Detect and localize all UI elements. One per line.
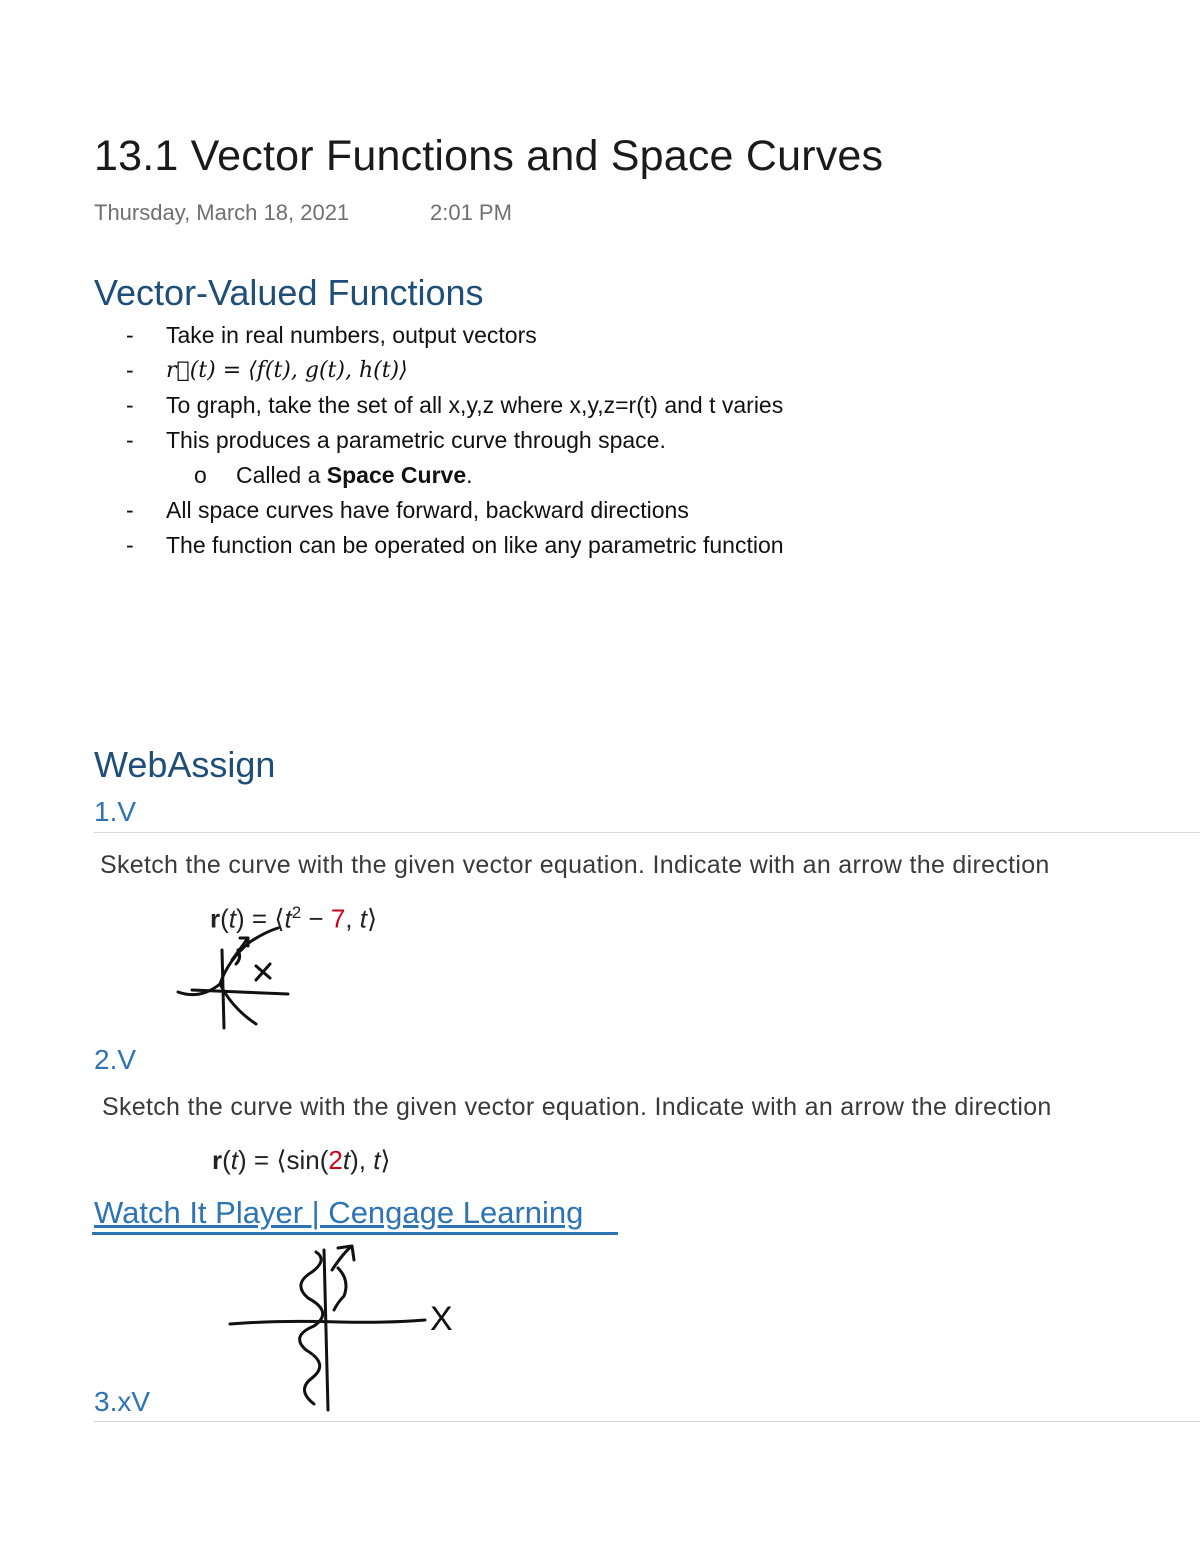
problem-equation-2: r(t) = ⟨sin(2t), t⟩ bbox=[212, 1145, 391, 1175]
problem-prompt-2: Sketch the curve with the given vector equation. Indicate with an arrow the direction bbox=[102, 1093, 1052, 1121]
dash-marker: - bbox=[126, 322, 134, 348]
bullet-text: All space curves have forward, backward directions bbox=[166, 497, 689, 523]
page-title: 13.1 Vector Functions and Space Curves bbox=[94, 132, 884, 180]
handwritten-sketch-sine-curve bbox=[220, 1240, 460, 1415]
sub-bullet-bold: Space Curve bbox=[326, 462, 467, 488]
section-heading-webassign: WebAssign bbox=[94, 744, 276, 785]
link-underline-bar bbox=[92, 1232, 618, 1235]
problem-prompt-1: Sketch the curve with the given vector equation. Indicate with an arrow the direction bbox=[100, 851, 1050, 879]
problem-label-2: 2.V bbox=[94, 1044, 137, 1075]
handwritten-sketch-parabola bbox=[170, 920, 310, 1040]
dash-marker: - bbox=[126, 532, 134, 558]
bullet-formula: r⃗(t) = ⟨f(t), g(t), h(t)⟩ bbox=[166, 358, 408, 383]
divider bbox=[94, 832, 1200, 833]
bullet-text: To graph, take the set of all x,y,z where x,y,z=r(t) and t varies bbox=[166, 392, 784, 418]
problem-label-3: 3.xV bbox=[94, 1386, 151, 1417]
page-time: 2:01 PM bbox=[430, 200, 512, 225]
bullet-text: This produces a parametric curve through space. bbox=[166, 427, 666, 453]
watch-it-player-link[interactable]: Watch It Player | Cengage Learning bbox=[94, 1195, 584, 1230]
sketch-axis-label: X bbox=[430, 1300, 453, 1338]
dash-marker: - bbox=[126, 392, 134, 418]
sub-bullet-text bbox=[236, 458, 473, 493]
section-heading-vector-valued-functions: Vector-Valued Functions bbox=[94, 272, 484, 313]
bullet-text: Take in real numbers, output vectors bbox=[166, 322, 537, 348]
problem-equation-1: $r(t) = ⟨t^2 - 7$, t⟩ bbox=[210, 903, 378, 934]
sub-bullet-suffix: . bbox=[466, 462, 473, 488]
circle-marker: o bbox=[194, 462, 207, 488]
dash-marker: - bbox=[126, 357, 134, 383]
problem-label-1: 1.V bbox=[94, 796, 137, 827]
dash-marker: - bbox=[126, 427, 134, 453]
divider bbox=[94, 1421, 1200, 1422]
bullet-text: The function can be operated on like any parametric function bbox=[166, 532, 784, 558]
sub-bullet-prefix: Called a bbox=[236, 462, 327, 488]
page-date: Thursday, March 18, 2021 bbox=[94, 200, 350, 225]
dash-marker: - bbox=[126, 497, 134, 523]
